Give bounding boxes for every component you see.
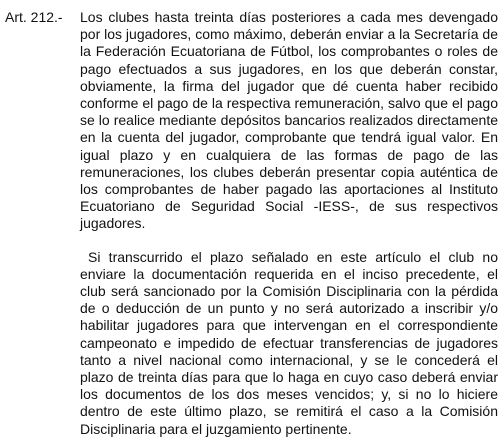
article-paragraph-2: Si transcurrido el plazo señalado en este artículo el club no enviare la documentación requerida en el inciso precedente, el club será sancionado por la Comisión Disciplinaria con la pérdida de o deducción de un punto y no será autorizado a inscribir y/o habilitar jugadores para que intervengan en el correspondiente campeonato e impedido de efectuar transferencias de jugadores tanto a nivel nacional como internacional, y se le concederá el plazo de treinta días para que lo haga en cuyo caso deberá enviar los documentos de los dos meses vencidos; y, si no lo hiciere dentro de este último plazo, se remitirá el caso a la Comisión Disciplinaria para el juzgamiento pertinente. (80, 248, 498, 437)
article-paragraph-1: Los clubes hasta treinta días posteriores a cada mes devengado por los jugadores, como máximo, deberán enviar a la Secretaría de la Federación Ecuatoriana de Fútbol, los comprobantes o roles de pago efectuados a sus jugadores, en los que deberán constar, obviamente, la firma del jugador que dé cuenta haber recibido conforme el pago de la respectiva remuneración, salvo que el pago se lo realice mediante depósitos bancarios realizados directamente en la cuenta del jugador, comprobante que tendrá igual valor. En igual plazo y en cualquiera de las formas de pago de las remuneraciones, los clubes deberán presentar copia auténtica de los comprobantes de haber pagado las aportaciones al Instituto Ecuatoriano de Seguridad Social -IESS-, de sus respectivos jugadores. (80, 9, 498, 232)
article-number: Art. 212.- (5, 9, 63, 25)
article-body (80, 9, 498, 438)
